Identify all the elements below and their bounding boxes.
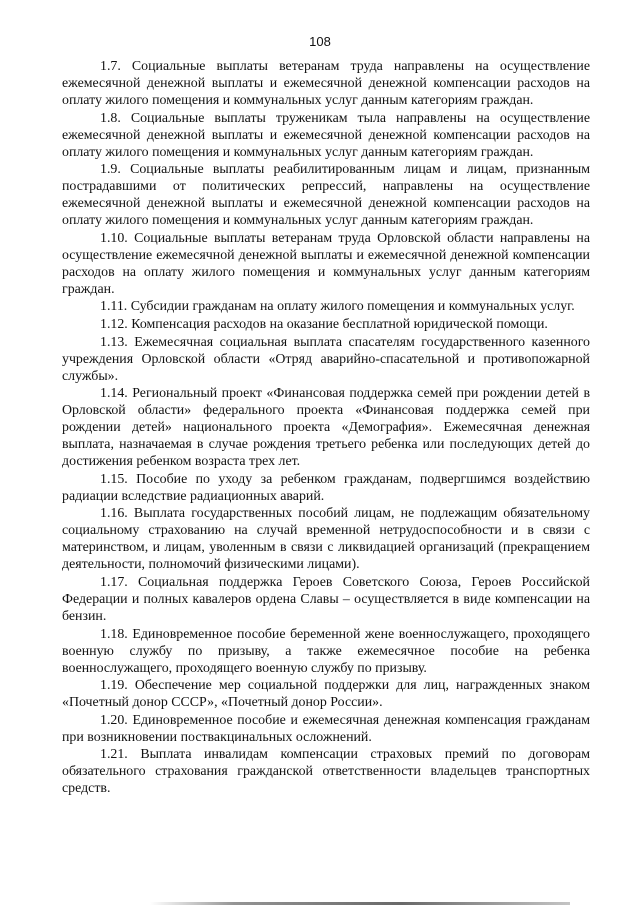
paragraph-1-21: 1.21. Выплата инвалидам компенсации страховых премий по договорам обязательного страхования гражданской ответственности владельцев транспортных средств. — [62, 747, 590, 797]
page-number: 108 — [309, 34, 331, 49]
paragraph-1-20: 1.20. Единовременное пособие и ежемесячная денежная компенсация гражданам при возникновении поствакцинальных осложнений. — [62, 712, 590, 745]
paragraph-1-19: 1.19. Обеспечение мер социальной поддержки для лиц, награжденных знаком «Почетный донор СССР», «Почетный донор России». — [62, 678, 590, 711]
paragraph-1-18: 1.18. Единовременное пособие беременной жене военнослужащего, проходящего военную службу по призыву, а также ежемесячное пособие на ребенка военнослужащего, проходящего военную службу по призыву. — [62, 626, 590, 676]
paragraph-1-9: 1.9. Социальные выплаты реабилитированным лицам и лицам, признанным пострадавшими от политических репрессий, направлены на осуществление ежемесячной денежной выплаты и ежемесячной денежной компенсации расходов на оплату жилого помещения и коммунальных услуг данным категориям граждан. — [62, 162, 590, 229]
paragraph-1-13: 1.13. Ежемесячная социальная выплата спасателям государственного казенного учреждения Орловской области «Отряд аварийно-спасательной и противопожарной службы». — [62, 334, 590, 384]
paragraph-1-10: 1.10. Социальные выплаты ветеранам труда Орловской области направлены на осуществление ежемесячной денежной выплаты и ежемесячной денежной компенсации расходов на оплату жилого помещения и коммунальных услуг данным категориям граждан. — [62, 230, 590, 297]
paragraph-1-11: 1.11. Субсидии гражданам на оплату жилого помещения и коммунальных услуг. — [100, 299, 575, 315]
paragraph-1-12: 1.12. Компенсация расходов на оказание бесплатной юридической помощи. — [100, 316, 548, 332]
paragraph-1-17: 1.17. Социальная поддержка Героев Советского Союза, Героев Российской Федерации и полных кавалеров ордена Славы – осуществляется в виде компенсации на бензин. — [62, 574, 590, 624]
document-body — [62, 58, 590, 798]
paragraph-1-8: 1.8. Социальные выплаты труженикам тыла направлены на осуществление ежемесячной денежной выплаты и ежемесячной денежной компенсации расходов на оплату жилого помещения и коммунальных услуг данным категориям граждан. — [62, 110, 590, 160]
paragraph-1-14: 1.14. Региональный проект «Финансовая поддержка семей при рождении детей в Орловской области» федерального проекта «Финансовая поддержка семей при рождении детей» национального проекта «Демография». Ежемесячная денежная выплата, назначаемая в случае рождения третьего ребенка или последующих детей до достижения ребенком возраста трех лет. — [62, 386, 590, 470]
paragraph-1-16: 1.16. Выплата государственных пособий лицам, не подлежащим обязательному социальному страхованию на случай временной нетрудоспособности и в связи с материнством, и лицам, уволенным в связи с ликвидацией организаций (прекращением деятельности, полномочий физическими лицами). — [62, 506, 590, 573]
paragraph-1-7: 1.7. Социальные выплаты ветеранам труда направлены на осуществление ежемесячной денежной выплаты и ежемесячной денежной компенсации расходов на оплату жилого помещения и коммунальных услуг данным категориям граждан. — [62, 59, 590, 108]
paragraph-1-15: 1.15. Пособие по уходу за ребенком гражданам, подвергшимся воздействию радиации вследствие радиационных аварий. — [62, 471, 590, 504]
